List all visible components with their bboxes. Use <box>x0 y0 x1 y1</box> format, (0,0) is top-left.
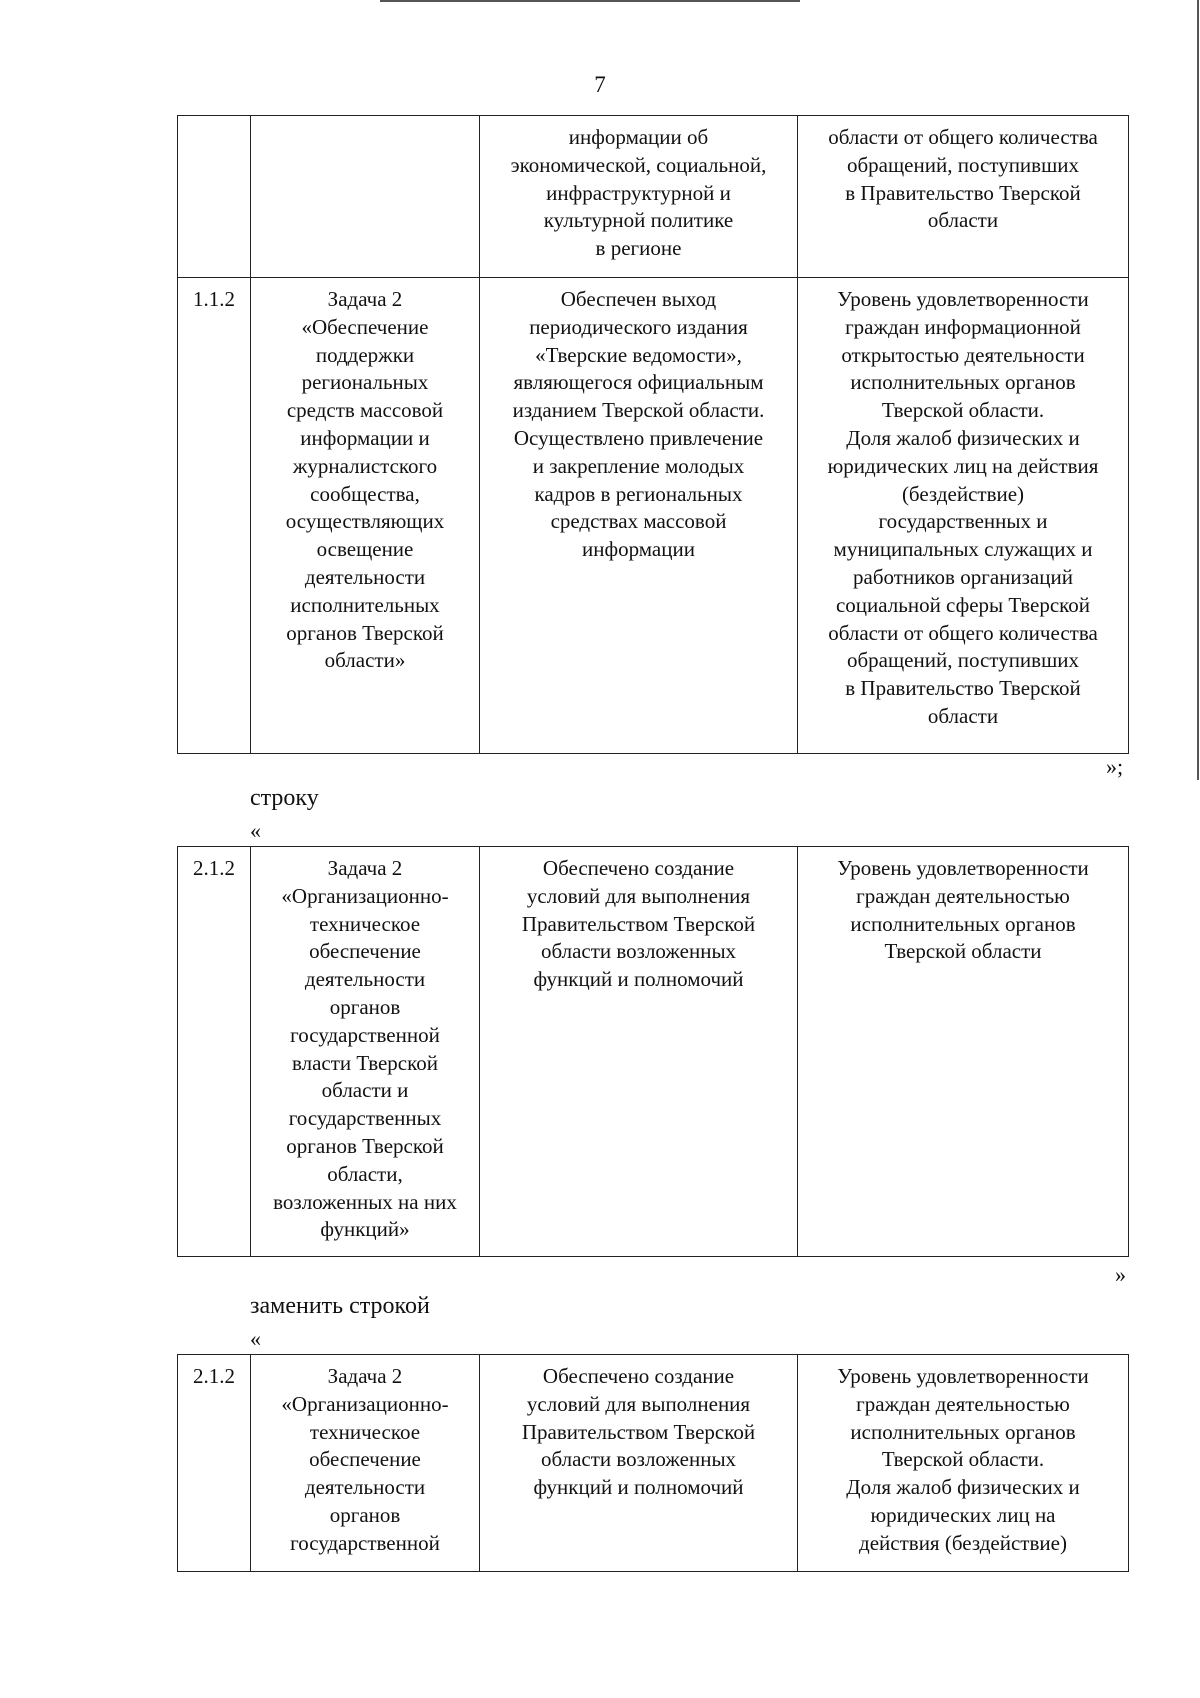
row-number-cell <box>178 278 251 754</box>
indicator-cell <box>798 116 1129 278</box>
table-continuation <box>177 115 1129 754</box>
table-row <box>178 1355 1129 1572</box>
result-text: Обеспечено создание условий для выполнения Правительством Тверской области возложенных функций и полномочий <box>521 1364 756 1500</box>
indicator-cell <box>798 847 1129 1257</box>
task-text: Задача 2 «Организационно- техническое обеспечение деятельности органов государственной <box>281 1364 449 1555</box>
opening-quote-2: « <box>250 1326 261 1351</box>
task-text: Задача 2 «Обеспечение поддержки региональных средств массовой информации и журналистского сообщества, осуществляющих освещение деятельности исполнительных органов Тверской области» <box>285 287 445 673</box>
indicator-cell <box>798 1355 1129 1572</box>
result-text: Обеспечено создание условий для выполнения Правительством Тверской области возложенных функций и полномочий <box>521 856 756 992</box>
row-number: 1.1.2 <box>193 287 235 311</box>
scan-mark-right <box>1197 0 1199 780</box>
result-cell <box>480 278 798 754</box>
table-row <box>178 116 1129 278</box>
indicator-cell <box>798 278 1129 754</box>
indicator-text: Уровень удовлетворенности граждан информационной открытостью деятельности исполнительных органов Тверской области. Доля жалоб физических и юридических лиц на действия (бездействие) государственных и муниципальных служащих и работников организаций социальной сферы Тверской области от общего количества обращений, поступивших в Правительство Тверской области <box>827 287 1099 728</box>
table-row <box>178 847 1129 1257</box>
row-number: 2.1.2 <box>193 856 235 880</box>
row-number-cell <box>178 116 251 278</box>
result-cell <box>480 847 798 1257</box>
task-text: Задача 2 «Организационно- техническое обеспечение деятельности органов государственной власти Тверской области и государственных органов Тверской области, возложенных на них функций» <box>273 856 457 1242</box>
result-cell <box>480 116 798 278</box>
row-number-cell <box>178 847 251 1257</box>
scan-mark-top <box>380 0 800 2</box>
row-number-cell <box>178 1355 251 1572</box>
page-number: 7 <box>594 72 606 97</box>
table-old-row <box>177 846 1129 1257</box>
closing-quote-1: »; <box>1106 754 1124 779</box>
table-new-row <box>177 1354 1129 1572</box>
task-cell <box>251 278 480 754</box>
indicator-text: области от общего количества обращений, поступивших в Правительство Тверской области <box>828 125 1098 233</box>
task-cell <box>251 847 480 1257</box>
result-text: информации об экономической, социальной, инфраструктурной и культурной политике в регионе <box>510 125 767 261</box>
instruction-replace-text: заменить строкой <box>250 1293 430 1319</box>
row-number: 2.1.2 <box>193 1364 235 1388</box>
task-cell <box>251 116 480 278</box>
indicator-text: Уровень удовлетворенности граждан деятельностью исполнительных органов Тверской области. Доля жалоб физических и юридических лиц на действия (бездействие) <box>837 1364 1089 1555</box>
result-cell <box>480 1355 798 1572</box>
opening-quote-1: « <box>250 818 261 843</box>
table-row <box>178 278 1129 754</box>
instruction-row-text: строку <box>250 785 319 811</box>
indicator-text: Уровень удовлетворенности граждан деятельностью исполнительных органов Тверской области <box>837 856 1089 964</box>
task-cell <box>251 1355 480 1572</box>
closing-quote-2: » <box>1115 1262 1126 1287</box>
result-text: Обеспечен выход периодического издания «Тверские ведомости», являющегося официальным изданием Тверской области. Осуществлено привлечение и закрепление молодых кадров в региональных средствах массовой информации <box>512 287 765 562</box>
